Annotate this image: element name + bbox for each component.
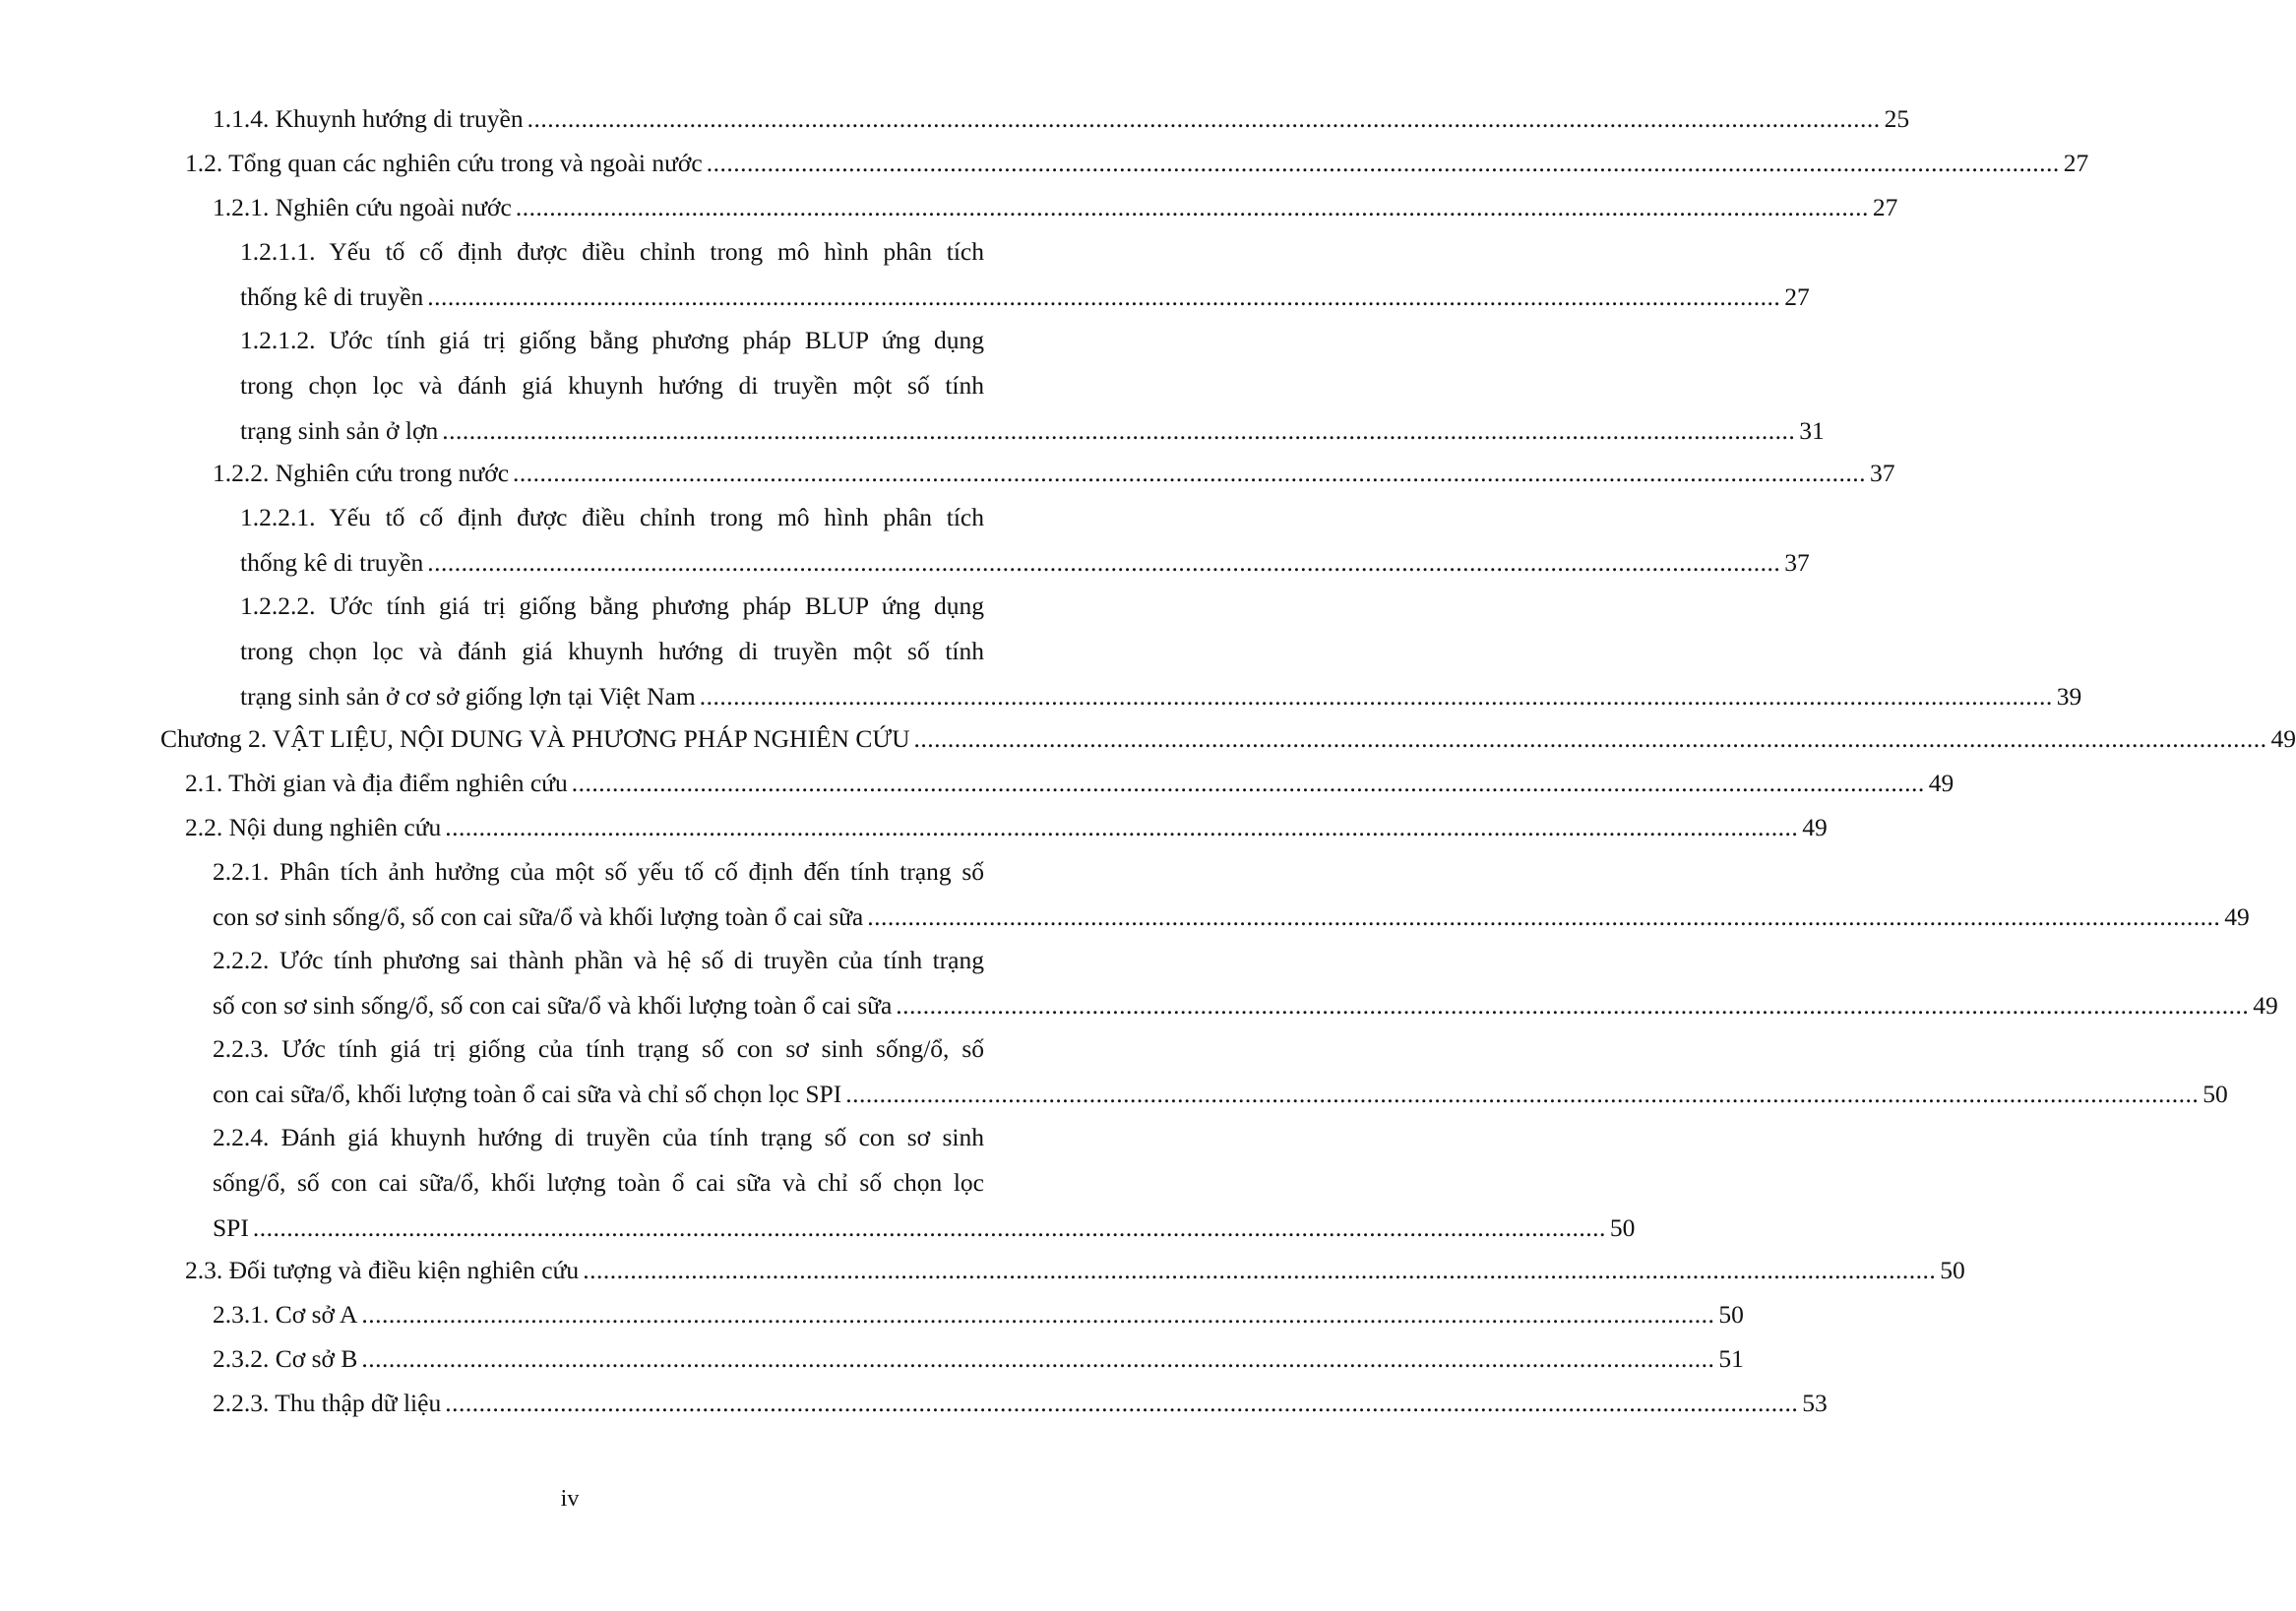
toc-page-number: 27 bbox=[1784, 282, 1810, 311]
toc-entry[interactable] bbox=[213, 1026, 2228, 1117]
toc-page-number: 49 bbox=[1802, 813, 1828, 841]
toc-leader-dots: ........................................................................................................................................................................................................ bbox=[427, 548, 1781, 577]
toc-page-number: 50 bbox=[2203, 1080, 2228, 1108]
toc-entry[interactable] bbox=[240, 495, 1810, 586]
toc-entry-title: trạng sinh sản ở cơ sở giống lợn tại Việt Nam bbox=[240, 682, 696, 711]
toc-page-number: 53 bbox=[1802, 1389, 1828, 1417]
toc-entry-title: SPI bbox=[213, 1213, 249, 1242]
toc-entry-line: sống/ổ, số con cai sữa/ổ, khối lượng toàn ổ cai sữa và chỉ số chọn lọc bbox=[213, 1168, 984, 1197]
toc-entry-line: 2.2.1. Phân tích ảnh hưởng của một số yếu tố cố định đến tính trạng số bbox=[213, 857, 984, 886]
toc-entry-line: 2.2.4. Đánh giá khuynh hướng di truyền của tính trạng số con sơ sinh bbox=[213, 1123, 984, 1151]
toc-leader-dots: ........................................................................................................................................................................................................ bbox=[427, 282, 1781, 311]
toc-chapter-entry[interactable] bbox=[160, 716, 2296, 762]
toc-leader-dots: ........................................................................................................................................................................................................ bbox=[896, 991, 2250, 1020]
toc-entry[interactable] bbox=[213, 1292, 1744, 1337]
toc-entry-title: 2.3. Đối tượng và điều kiện nghiên cứu bbox=[185, 1256, 580, 1284]
toc-entry-line: 2.2.3. Ước tính giá trị giống của tính trạng số con sơ sinh sống/ổ, số bbox=[213, 1034, 984, 1063]
toc-leader-dots: ........................................................................................................................................................................................................ bbox=[913, 724, 2267, 753]
toc-entry[interactable] bbox=[213, 451, 1895, 496]
toc-entry[interactable] bbox=[185, 141, 2089, 186]
toc-leader-dots: ........................................................................................................................................................................................................ bbox=[571, 769, 1925, 797]
toc-entry-title: 2.3.2. Cơ sở B bbox=[213, 1344, 358, 1373]
toc-page-number: 37 bbox=[1784, 548, 1810, 577]
toc-leader-dots: ........................................................................................................................................................................................................ bbox=[361, 1300, 1715, 1329]
toc-entry-title: 1.2.2. Nghiên cứu trong nước bbox=[213, 459, 510, 487]
toc-entry[interactable] bbox=[213, 849, 2250, 940]
toc-entry-line: trong chọn lọc và đánh giá khuynh hướng di truyền một số tính bbox=[240, 371, 984, 400]
toc-leader-dots: ........................................................................................................................................................................................................ bbox=[699, 682, 2053, 711]
toc-page-number: 49 bbox=[1928, 769, 1955, 797]
toc-entry-title: 1.2.1. Nghiên cứu ngoài nước bbox=[213, 193, 512, 221]
toc-page-number: 49 bbox=[2270, 724, 2296, 753]
toc-entry[interactable] bbox=[213, 1381, 1828, 1426]
toc-leader-dots: ........................................................................................................................................................................................................ bbox=[527, 104, 1881, 133]
toc-entry-title: 1.1.4. Khuynh hướng di truyền bbox=[213, 104, 524, 133]
toc-leader-dots: ........................................................................................................................................................................................................ bbox=[845, 1080, 2200, 1108]
toc-entry[interactable] bbox=[185, 761, 1955, 806]
toc-entry-title: 1.2. Tổng quan các nghiên cứu trong và ngoài nước bbox=[185, 149, 703, 177]
toc-page-number: 27 bbox=[2063, 149, 2089, 177]
toc-entry-line: trong chọn lọc và đánh giá khuynh hướng di truyền một số tính bbox=[240, 637, 984, 665]
toc-leader-dots: ........................................................................................................................................................................................................ bbox=[706, 149, 2060, 177]
page-number-footer: iv bbox=[560, 1486, 580, 1512]
toc-leader-dots: ........................................................................................................................................................................................................ bbox=[867, 902, 2221, 931]
toc-entry-line: 1.2.1.2. Ước tính giá trị giống bằng phương pháp BLUP ứng dụng bbox=[240, 326, 984, 354]
toc-entry-title: con cai sữa/ổ, khối lượng toàn ổ cai sữa và chỉ số chọn lọc SPI bbox=[213, 1080, 842, 1108]
toc-entry[interactable] bbox=[240, 584, 2082, 719]
toc-leader-dots: ........................................................................................................................................................................................................ bbox=[361, 1344, 1715, 1373]
toc-page-number: 51 bbox=[1718, 1344, 1744, 1373]
toc-page-number: 37 bbox=[1870, 459, 1895, 487]
toc-leader-dots: ........................................................................................................................................................................................................ bbox=[515, 193, 1869, 221]
toc-entry-line: 2.2.2. Ước tính phương sai thành phần và hệ số di truyền của tính trạng bbox=[213, 946, 984, 974]
toc-entry[interactable] bbox=[213, 96, 1910, 142]
toc-entry-title: 2.2. Nội dung nghiên cứu bbox=[185, 813, 442, 841]
toc-page-number: 50 bbox=[1718, 1300, 1744, 1329]
toc-entry-line: 1.2.1.1. Yếu tố cố định được điều chỉnh trong mô hình phân tích bbox=[240, 237, 984, 266]
toc-leader-dots: ........................................................................................................................................................................................................ bbox=[445, 813, 1799, 841]
toc-entry[interactable] bbox=[185, 1248, 1965, 1293]
toc-entry-title: thống kê di truyền bbox=[240, 548, 424, 577]
toc-entry[interactable] bbox=[213, 1115, 1636, 1251]
toc-page-number: 39 bbox=[2056, 682, 2082, 711]
toc-entry-title: 2.1. Thời gian và địa điểm nghiên cứu bbox=[185, 769, 568, 797]
toc-entry[interactable] bbox=[213, 185, 1898, 230]
toc-page-number: 49 bbox=[2253, 991, 2278, 1020]
toc-page-number: 50 bbox=[1609, 1213, 1636, 1242]
toc-leader-dots: ........................................................................................................................................................................................................ bbox=[252, 1213, 1606, 1242]
toc-entry[interactable] bbox=[213, 938, 2278, 1028]
toc-leader-dots: ........................................................................................................................................................................................................ bbox=[442, 416, 1796, 445]
toc-page-number: 50 bbox=[1940, 1256, 1965, 1284]
toc-entry[interactable] bbox=[240, 318, 1825, 454]
toc-entry[interactable] bbox=[240, 229, 1810, 320]
toc-entry-line: 1.2.2.1. Yếu tố cố định được điều chỉnh trong mô hình phân tích bbox=[240, 503, 984, 531]
toc-page-number: 49 bbox=[2224, 902, 2250, 931]
toc-page-number: 27 bbox=[1872, 193, 1898, 221]
toc-page-number: 31 bbox=[1799, 416, 1825, 445]
toc-entry-title: con sơ sinh sống/ổ, số con cai sữa/ổ và khối lượng toàn ổ cai sữa bbox=[213, 902, 864, 931]
toc-leader-dots: ........................................................................................................................................................................................................ bbox=[445, 1389, 1799, 1417]
toc-page-number: 25 bbox=[1884, 104, 1910, 133]
toc-entry-title: số con sơ sinh sống/ổ, số con cai sữa/ổ và khối lượng toàn ổ cai sữa bbox=[213, 991, 893, 1020]
toc-entry-title: 2.3.1. Cơ sở A bbox=[213, 1300, 358, 1329]
toc-entry-title: trạng sinh sản ở lợn bbox=[240, 416, 439, 445]
toc-entry-line: 1.2.2.2. Ước tính giá trị giống bằng phương pháp BLUP ứng dụng bbox=[240, 591, 984, 620]
toc-leader-dots: ........................................................................................................................................................................................................ bbox=[513, 459, 1867, 487]
toc-entry[interactable] bbox=[185, 805, 1828, 850]
toc-entry-title: 2.2.3. Thu thập dữ liệu bbox=[213, 1389, 442, 1417]
toc-entry-title: thống kê di truyền bbox=[240, 282, 424, 311]
toc-entry[interactable] bbox=[213, 1336, 1744, 1382]
toc-entry-title: Chương 2. VẬT LIỆU, NỘI DUNG VÀ PHƯƠNG PHÁP NGHIÊN CỨU bbox=[160, 724, 910, 753]
toc-leader-dots: ........................................................................................................................................................................................................ bbox=[583, 1256, 1937, 1284]
